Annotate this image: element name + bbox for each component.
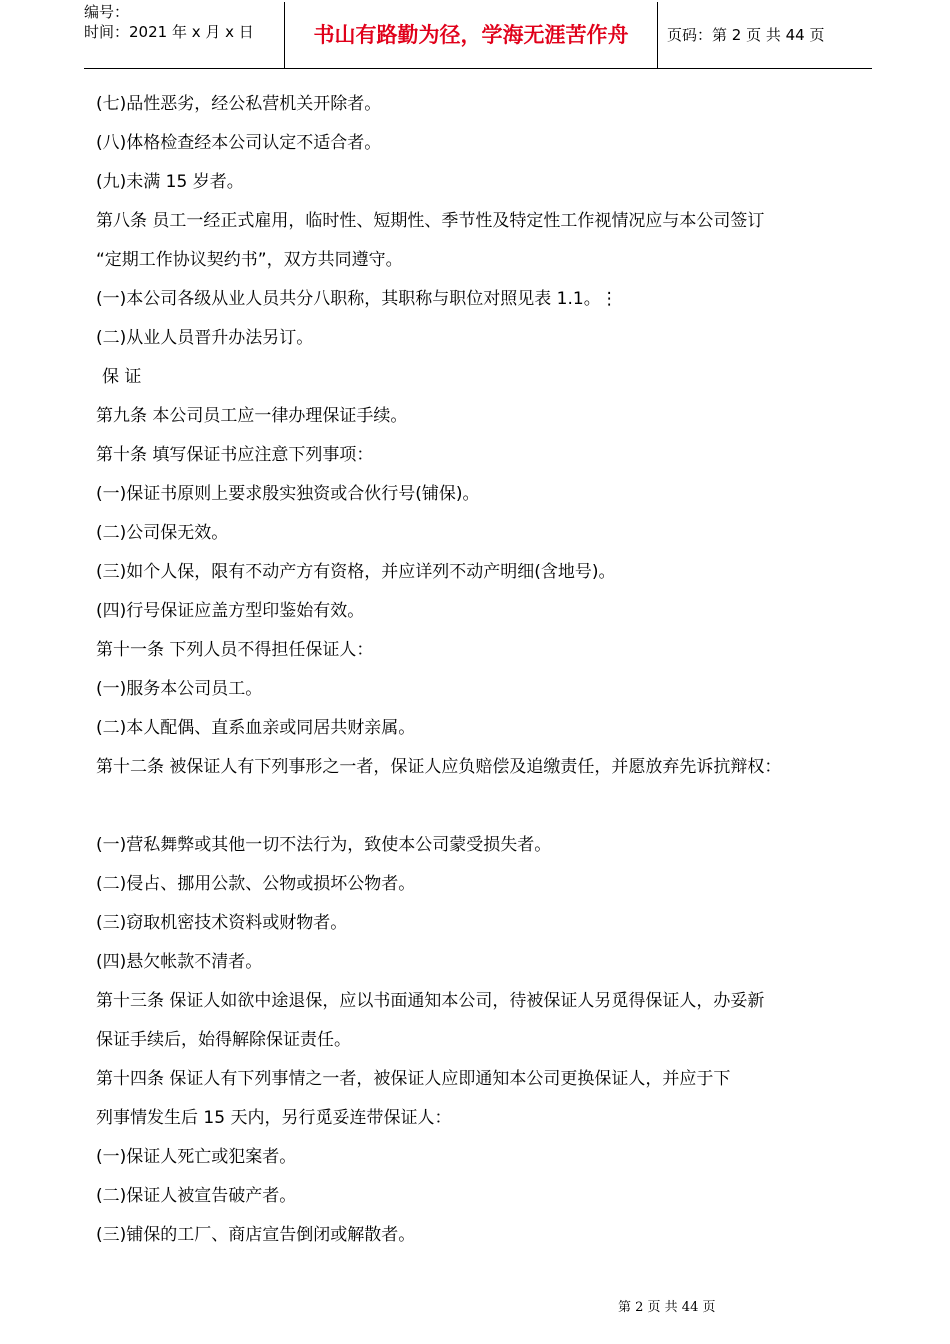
text-line: (一)保证人死亡或犯案者。 [96,1147,297,1167]
text-line: (二)侵占、挪用公款、公物或损坏公物者。 [96,874,416,894]
blank-line [96,787,886,826]
text-line: (二)从业人员晋升办法另订。 [96,328,314,348]
document-body [96,85,886,1255]
text-line: 第八条 员工一经正式雇用，临时性、短期性、季节性及特定性工作视情况应与本公司签订 [96,211,765,231]
text-line: (七)品性恶劣，经公私营机关开除者。 [96,94,382,114]
section-heading: 保 证 [102,367,142,387]
text-line: 保证手续后，始得解除保证责任。 [96,1030,351,1050]
header-divider [284,2,285,68]
text-line: (四)行号保证应盖方型印鉴始有效。 [96,601,365,621]
text-line: (三)铺保的工厂、商店宣告倒闭或解散者。 [96,1225,416,1245]
page-footer: 第 2 页 共 44 页 [618,1300,716,1315]
text-line: 列事情发生后 15 天内，另行觅妥连带保证人： [96,1108,452,1128]
text-line: “定期工作协议契约书”，双方共同遵守。 [96,250,403,270]
text-line: (四)悬欠帐款不清者。 [96,952,263,972]
header-motto: 书山有路勤为径，学海无涯苦作舟 [313,23,629,47]
header-page-label: 页码：第 2 页 共 44 页 [667,26,825,44]
header-meta [84,2,284,68]
text-line: (二)保证人被宣告破产者。 [96,1186,297,1206]
text-line: (九)未满 15 岁者。 [96,172,244,192]
text-line: (一)营私舞弊或其他一切不法行为，致使本公司蒙受损失者。 [96,835,552,855]
text-line: (八)体格检查经本公司认定不适合者。 [96,133,382,153]
header-number-label: 编号： [84,3,130,21]
text-line: 第十四条 保证人有下列事情之一者，被保证人应即通知本公司更换保证人，并应于下 [96,1069,731,1089]
text-line: (三)如个人保，限有不动产方有资格，并应详列不动产明细(含地号)。 [96,562,616,582]
text-line: (三)窃取机密技术资料或财物者。 [96,913,348,933]
text-line: (二)公司保无效。 [96,523,229,543]
text-line: 第十二条 被保证人有下列事形之一者，保证人应负赔偿及追缴责任，并愿放弃先诉抗辩权： [96,757,782,777]
text-line: 第十条 填写保证书应注意下列事项： [96,445,374,465]
header-divider [657,2,658,68]
text-line: (一)服务本公司员工。 [96,679,263,699]
page-header [84,2,872,69]
text-line: (一)保证书原则上要求殷实独资或合伙行号(铺保)。 [96,484,480,504]
header-time-label: 时间：2021 年 x 月 x 日 [84,23,254,41]
text-line: 第九条 本公司员工应一律办理保证手续。 [96,406,408,426]
text-line: 第十三条 保证人如欲中途退保，应以书面通知本公司，待被保证人另觅得保证人，办妥新 [96,991,765,1011]
text-line: (一)本公司各级从业人员共分八职称，其职称与职位对照见表 1.1。⋮ [96,289,618,309]
text-line: 第十一条 下列人员不得担任保证人： [96,640,374,660]
text-line: (二)本人配偶、直系血亲或同居共财亲属。 [96,718,416,738]
